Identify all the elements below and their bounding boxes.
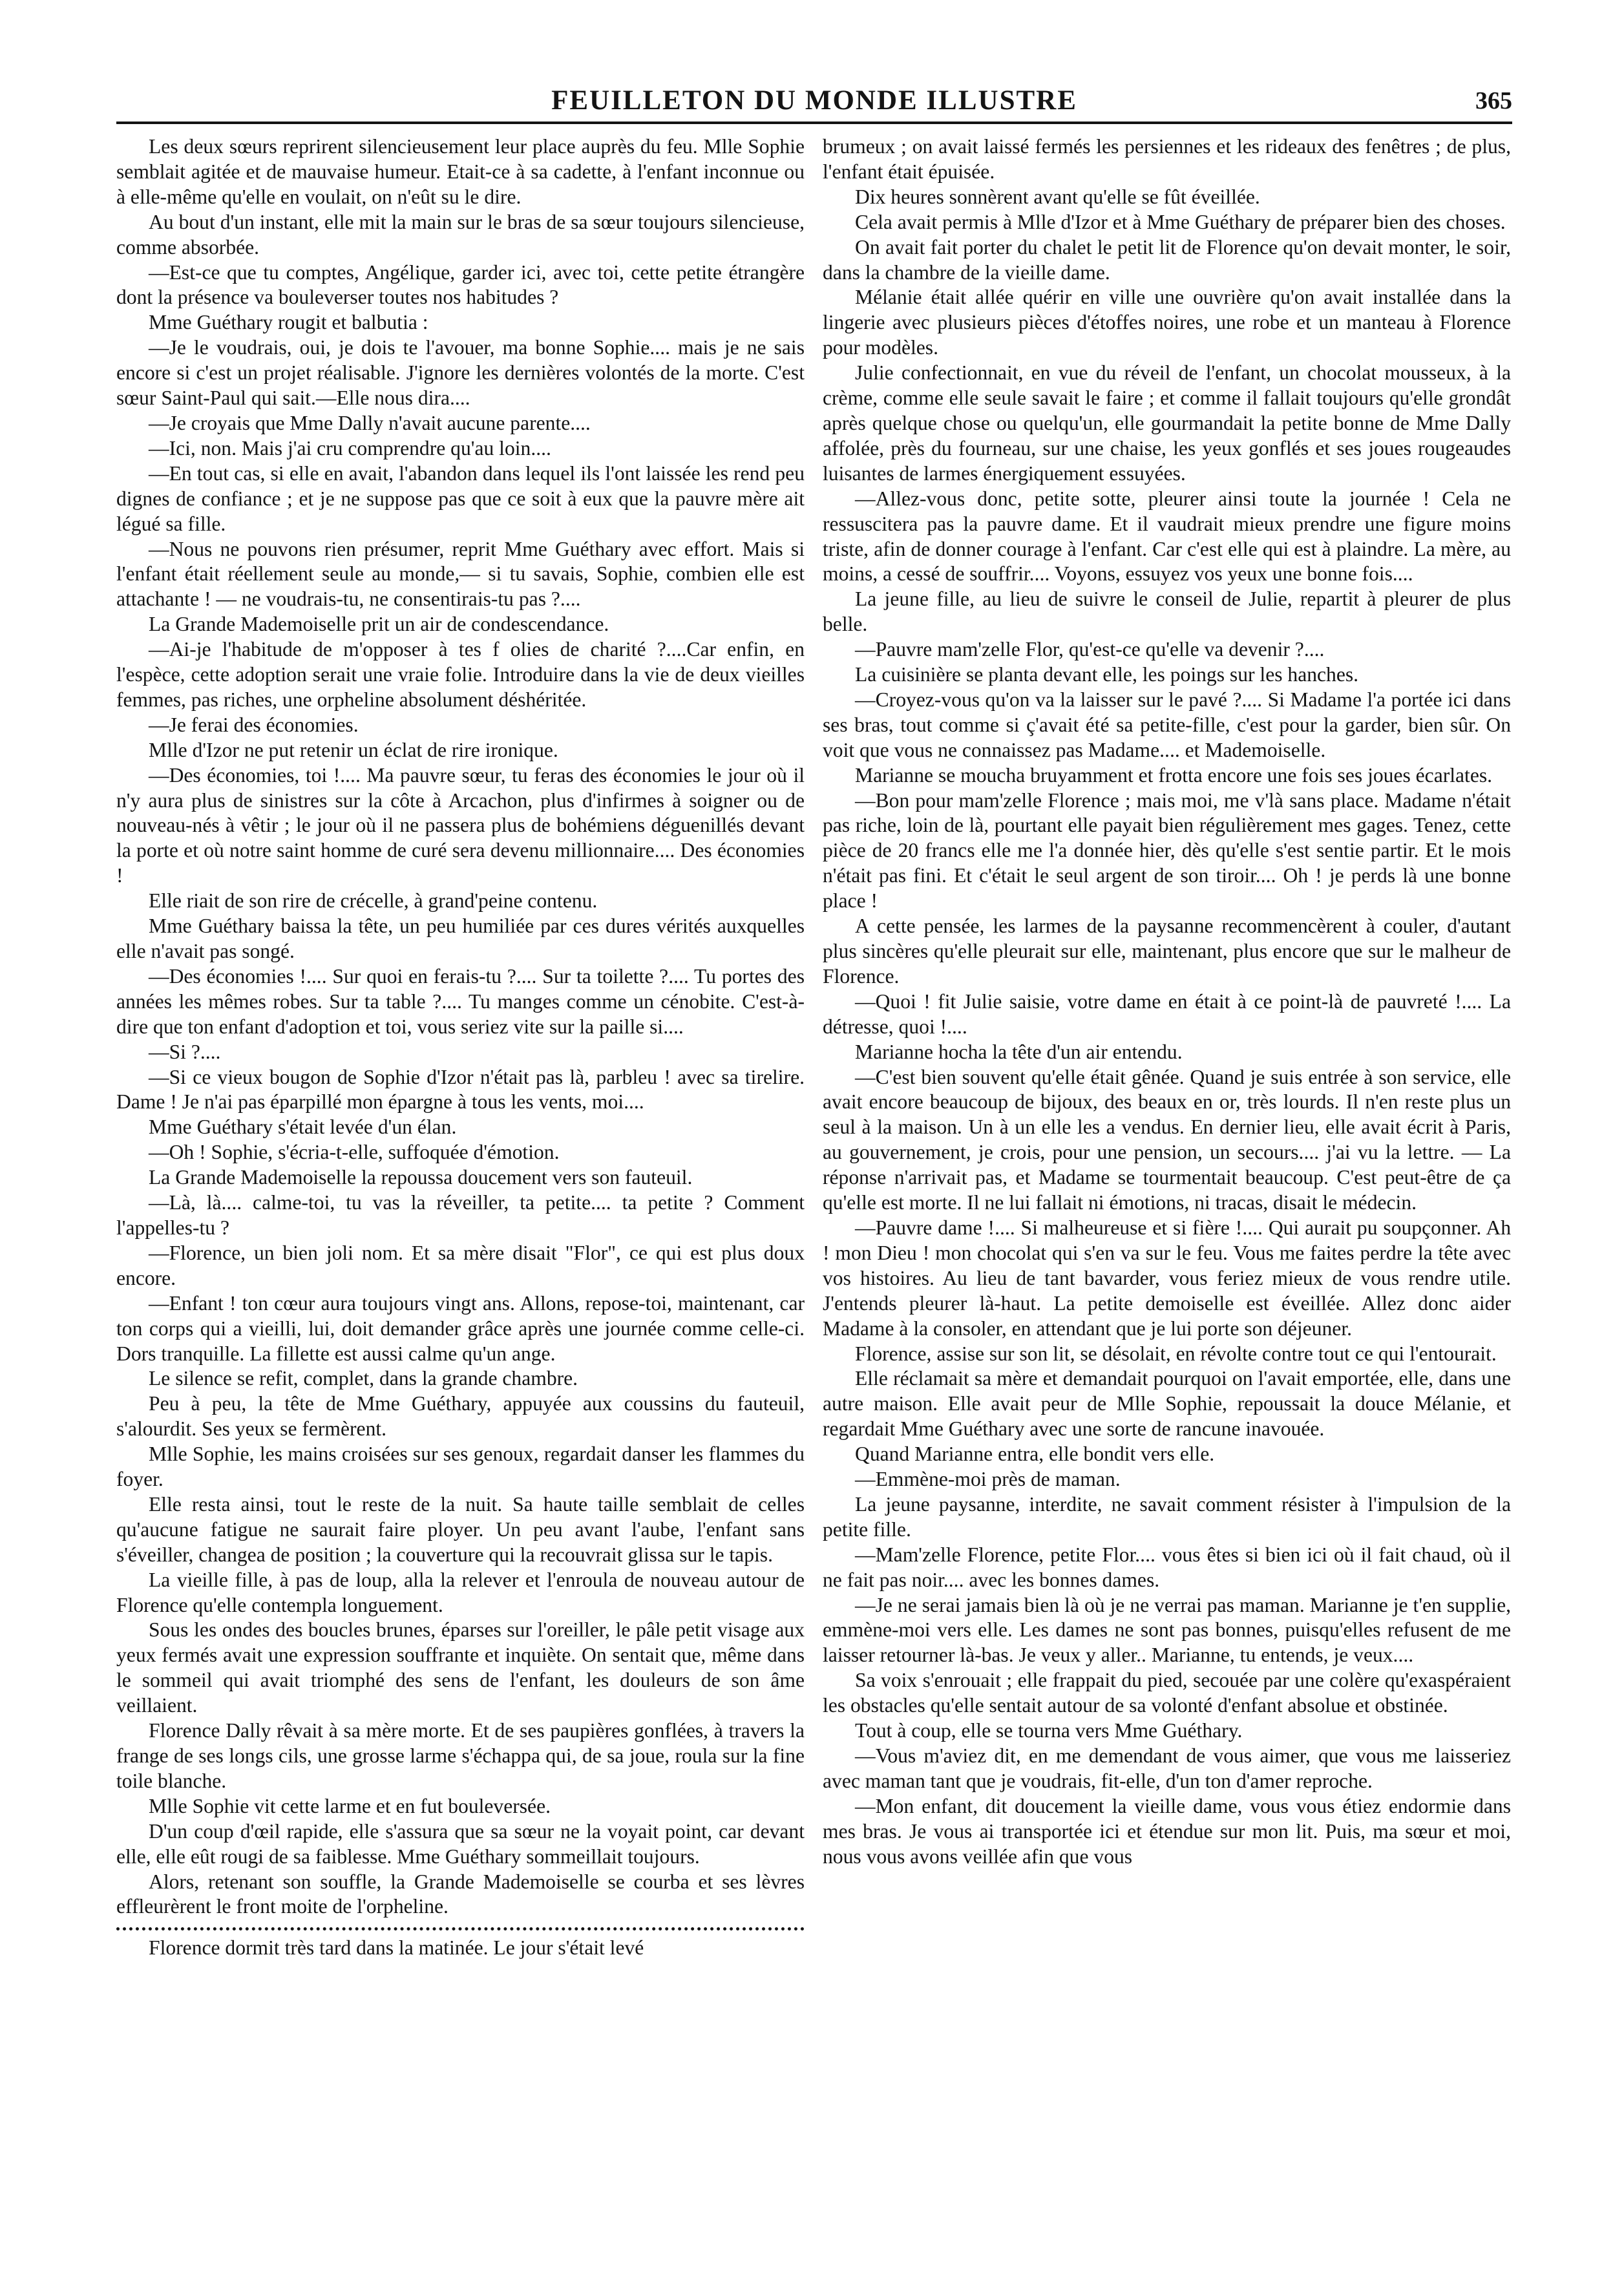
paragraph: Marianne se moucha bruyamment et frotta encore une fois ses joues écarlates. [855, 763, 1493, 787]
paragraph: —Nous ne pouvons rien présumer, reprit Mme Guéthary avec effort. Mais si l'enfant était réellement seule au monde,— si tu savais, Sophie, combien elle est attachante ! — ne voudrais-tu, ne consentirais-tu pas ?.... [116, 537, 805, 611]
paragraph: La vieille fille, à pas de loup, alla la relever et l'enroula de nouveau autour de Florence qu'elle contempla longuement. [116, 1568, 805, 1616]
left-column-text-after-break [116, 1936, 805, 1961]
paragraph: —En tout cas, si elle en avait, l'abandon dans lequel ils l'ont laissée les rend peu dignes de confiance ; et je ne suppose pas que ce soit à eux que la pauvre mère ait légué sa fille. [116, 461, 805, 535]
paragraph: Mlle d'Izor ne put retenir un éclat de rire ironique. [149, 738, 558, 761]
paragraph: —Je croyais que Mme Dally n'avait aucune parente.... [149, 411, 591, 434]
paragraph: On avait fait porter du chalet le petit lit de Florence qu'on devait monter, le soir, dans la chambre de la vieille dame. [823, 235, 1511, 284]
paragraph: —Mam'zelle Florence, petite Flor.... vous êtes si bien ici où il fait chaud, où il ne fait pas noir.... avec les bonnes dames. [823, 1543, 1511, 1591]
page-number: 365 [1475, 87, 1512, 114]
paragraph: Quand Marianne entra, elle bondit vers elle. [855, 1443, 1215, 1466]
paragraph: —Quoi ! fit Julie saisie, votre dame en était à ce point-là de pauvreté !.... La détresse, quoi !.... [823, 989, 1511, 1038]
paragraph: Julie confectionnait, en vue du réveil de l'enfant, un chocolat mousseux, à la crème, comme elle seule savait le faire ; et comme il fallait toujours qu'elle grondât après quelque chose ou quelqu'un, elle gourmandait la petite bonne de Mme Dally affolée, près du fourneau, sur une chaise, les yeux gonflés et ses joues rougeaudes luisantes de larmes énergiquement essuyées. [823, 361, 1511, 485]
paragraph: —Florence, un bien joli nom. Et sa mère disait "Flor", ce qui est plus doux encore. [116, 1241, 805, 1289]
paragraph: —Je ne serai jamais bien là où je ne verrai pas maman. Marianne je t'en supplie, emmène-moi vers elle. Les dames ne sont pas bonnes, puisqu'elles refusent de me laisser retourner là-bas. Je veux y aller.. Marianne, tu entends, je veux.... [823, 1593, 1511, 1667]
paragraph: —Là, là.... calme-toi, tu vas la réveiller, ta petite.... ta petite ? Comment l'appelles-tu ? [116, 1191, 805, 1239]
paragraph: Sa voix s'enrouait ; elle frappait du pied, secouée par une colère qu'exaspéraient les obstacles qu'elle sentait autour de sa volonté d'enfant absolue et obstinée. [823, 1669, 1511, 1717]
paragraph: Mélanie était allée quérir en ville une ouvrière qu'on avait installée dans la lingerie avec plusieurs pièces d'étoffes noires, une robe et un manteau à Florence pour modèles. [823, 286, 1511, 359]
paragraph: Au bout d'un instant, elle mit la main sur le bras de sa sœur toujours silencieuse, comme absorbée. [116, 210, 805, 259]
paragraph: —Emmène-moi près de maman. [855, 1468, 1121, 1491]
paragraph: Dix heures sonnèrent avant qu'elle se fût éveillée. [855, 185, 1260, 208]
paragraph: —Allez-vous donc, petite sotte, pleurer ainsi toute la journée ! Cela ne ressuscitera pas la pauvre dame. Et il vaudrait mieux prendre une figure moins triste, afin de donner courage à l'enfant. Car c'est elle qui est à plaindre. La mère, au moins, a cessé de souffrir.... Voyons, essuyez vos yeux une bonne fois.... [823, 487, 1511, 586]
paragraph: —Est-ce que tu comptes, Angélique, garder ici, avec toi, cette petite étrangère dont la présence va bouleverser toutes nos habitudes ? [116, 260, 805, 309]
paragraph: Le silence se refit, complet, dans la grande chambre. [149, 1367, 578, 1390]
paragraph: Tout à coup, elle se tourna vers Mme Guéthary. [855, 1719, 1243, 1742]
paragraph: Marianne hocha la tête d'un air entendu. [855, 1040, 1183, 1063]
paragraph: La Grande Mademoiselle prit un air de condescendance. [149, 613, 609, 636]
paragraph: —Ici, non. Mais j'ai cru comprendre qu'au loin.... [149, 436, 551, 460]
paragraph-continuation: brumeux ; on avait laissé fermés les persiennes et les rideaux des fenêtres ; de plus, l'enfant était épuisée. [823, 135, 1511, 183]
paragraph: Mlle Sophie, les mains croisées sur ses genoux, regardait danser les flammes du foyer. [116, 1443, 805, 1491]
paragraph: —Je ferai des économies. [149, 713, 359, 736]
paragraph: —Enfant ! ton cœur aura toujours vingt ans. Allons, repose-toi, maintenant, car ton corps qui a vieilli, lui, doit demander grâce après une journée comme celle-ci. Dors tranquille. La fillette est aussi calme qu'un ange. [116, 1291, 805, 1365]
page-header [116, 83, 1512, 119]
paragraph: —Bon pour mam'zelle Florence ; mais moi, me v'là sans place. Madame n'était pas riche, loin de là, pourtant elle payait bien régulièrement mes gages. Tenez, cette pièce de 20 francs elle me l'a donnée hier, dès qu'elle s'est sentie partir. Et le mois n'était pas fini. Et c'était le seul argent de son tiroir.... Oh ! je perds là une bonne place ! [823, 788, 1511, 913]
paragraph: Mme Guéthary s'était levée d'un élan. [149, 1116, 457, 1139]
left-column-text [116, 134, 805, 1920]
paragraph: —Pauvre mam'zelle Flor, qu'est-ce qu'elle va devenir ?.... [855, 638, 1325, 661]
right-column [823, 134, 1511, 2177]
paragraph: Mlle Sophie vit cette larme et en fut bouleversée. [149, 1794, 551, 1817]
paragraph: —Des économies !.... Sur quoi en ferais-tu ?.... Sur ta toilette ?.... Tu portes des années les mêmes robes. Sur ta table ?.... Tu manges comme un cénobite. C'est-à-dire que ton enfant d'adoption et toi, vous seriez vite sur la paille si.... [116, 964, 805, 1038]
paragraph: —Oh ! Sophie, s'écria-t-elle, suffoquée d'émotion. [149, 1141, 560, 1164]
paragraph: Mme Guéthary rougit et balbutia : [149, 311, 428, 334]
paragraph: La jeune fille, au lieu de suivre le conseil de Julie, repartit à pleurer de plus belle. [823, 587, 1511, 636]
paragraph: Elle resta ainsi, tout le reste de la nuit. Sa haute taille semblait de celles qu'aucune fatigue ne saurait faire ployer. Un peu avant l'aube, l'enfant sans s'éveiller, changea de position ; la couverture qui la recouvrait glissa sur le tapis. [116, 1492, 805, 1566]
paragraph: —Mon enfant, dit doucement la vieille dame, vous vous étiez endormie dans mes bras. Je vous ai transportée ici et étendue sur mon lit. Puis, ma sœur et moi, nous vous avons veillée afin que vous [823, 1794, 1511, 1868]
paragraph: Alors, retenant son souffle, la Grande Mademoiselle se courba et ses lèvres effleurèrent le front moite de l'orpheline. [116, 1870, 805, 1918]
paragraph: Florence Dally rêvait à sa mère morte. Et de ses paupières gonflées, à travers la frange de ses longs cils, une grosse larme s'échappa qui, de sa joue, roula sur la fine toile blanche. [116, 1719, 805, 1792]
paragraph: La jeune paysanne, interdite, ne savait comment résister à l'impulsion de la petite fille. [823, 1492, 1511, 1541]
right-column-text [823, 185, 1511, 1870]
left-column [116, 134, 805, 2177]
paragraph: Peu à peu, la tête de Mme Guéthary, appuyée aux coussins du fauteuil, s'alourdit. Ses yeux se fermèrent. [116, 1392, 805, 1441]
paragraph: Florence, assise sur son lit, se désolait, en révolte contre tout ce qui l'entourait. [855, 1342, 1497, 1365]
paragraph: Florence dormit très tard dans la matinée. Le jour s'était levé [149, 1936, 644, 1960]
feuilleton-title: FEUILLETON DU MONDE ILLUSTRE [551, 85, 1077, 116]
section-break-dots [116, 1927, 805, 1930]
paragraph: —Pauvre dame !.... Si malheureuse et si fière !.... Qui aurait pu soupçonner. Ah ! mon Dieu ! mon chocolat qui s'en va sur le feu. Vous me faites perdre la tête avec vos histoires. Au lieu de tant bavarder, vous feriez mieux de vous rendre utile. J'entends pleurer là-haut. La petite demoiselle est éveillée. Allez donc aider Madame à la consoler, en attendant que je lui porte son déjeuner. [823, 1216, 1511, 1340]
paragraph: —Croyez-vous qu'on va la laisser sur le pavé ?.... Si Madame l'a portée ici dans ses bras, tout comme si ç'avait été sa petite-fille, c'est pour la garder, bien sûr. On voit que vous ne connaissez pas Madame.... et Mademoiselle. [823, 688, 1511, 761]
paragraph: Elle réclamait sa mère et demandait pourquoi on l'avait emportée, elle, dans une autre maison. Elle avait peur de Mlle Sophie, repoussait la douce Mélanie, et regardait Mme Guéthary avec une sorte de rancune inavouée. [823, 1367, 1511, 1441]
paragraph: Sous les ondes des boucles brunes, éparses sur l'oreiller, le pâle petit visage aux yeux fermés avait une expression souffrante et inquiète. On sentait que, même dans le sommeil qui avait triomphé des sens de l'enfant, les douleurs de son âme veillaient. [116, 1618, 805, 1717]
paragraph: La Grande Mademoiselle la repoussa doucement vers son fauteuil. [149, 1166, 693, 1189]
paragraph: —Je le voudrais, oui, je dois te l'avouer, ma bonne Sophie.... mais je ne sais encore si c'est un projet réalisable. J'ignore les dernières volontés de la morte. C'est sœur Saint-Paul qui sait.—Elle nous dira.... [116, 336, 805, 410]
paragraph: —Vous m'aviez dit, en me demendant de vous aimer, que vous me laisseriez avec maman tant que je voudrais, fit-elle, d'un ton d'amer reproche. [823, 1744, 1511, 1792]
paragraph: D'un coup d'œil rapide, elle s'assura que sa sœur ne la voyait point, car devant elle, elle eût rougi de sa faiblesse. Mme Guéthary sommeillait toujours. [116, 1819, 805, 1868]
header-rule [116, 122, 1512, 124]
paragraph: —Des économies, toi !.... Ma pauvre sœur, tu feras des économies le jour où il n'y aura plus de sinistres sur la côte à Arcachon, plus d'infirmes à soigner ou de nouveau-nés à vêtir ; le jour où il ne passera plus de bohémiens déguenillés devant la porte et où notre saint homme de curé sera devenu millionnaire.... Des économies ! [116, 763, 805, 887]
paragraph: —Ai-je l'habitude de m'opposer à tes f olies de charité ?....Car enfin, en l'espèce, cette adoption serait une vraie folie. Introduire dans la vie de deux vieilles femmes, pas riches, une orpheline absolument déshéritée. [116, 638, 805, 711]
paragraph: Les deux sœurs reprirent silencieusement leur place auprès du feu. Mlle Sophie semblait agitée et de mauvaise humeur. Etait-ce à sa cadette, à l'enfant inconnue ou à elle-même qu'elle en voulait, on n'eût su le dire. [116, 135, 805, 208]
paragraph: —C'est bien souvent qu'elle était gênée. Quand je suis entrée à son service, elle avait encore beaucoup de bijoux, des beaux en or, très lourds. Il n'en reste plus un seul à la maison. Un à un elle les a vendus. En dernier lieu, elle avait écrit à Paris, au gouvernement, je crois, pour une pension, un secours.... j'ai vu la lettre. — La réponse n'arrivait pas, et Madame se tourmentait beaucoup. C'est peut-être de ça qu'elle est morte. Il ne lui fallait ni émotions, ni tracas, disait le médecin. [823, 1065, 1511, 1214]
paragraph: Cela avait permis à Mlle d'Izor et à Mme Guéthary de préparer bien des choses. [855, 210, 1506, 233]
paragraph: Mme Guéthary baissa la tête, un peu humiliée par ces dures vérités auxquelles elle n'avait pas songé. [116, 915, 805, 962]
paragraph: —Si ce vieux bougon de Sophie d'Izor n'était pas là, parbleu ! avec sa tirelire. Dame ! Je n'ai pas éparpillé mon épargne à tous les vents, moi.... [116, 1065, 805, 1114]
paragraph: La cuisinière se planta devant elle, les poings sur les hanches. [855, 663, 1359, 686]
paragraph: —Si ?.... [149, 1040, 221, 1063]
paragraph: A cette pensée, les larmes de la paysanne recommencèrent à couler, d'autant plus sincères qu'elle pleurait sur elle, maintenant, plus encore que sur le malheur de Florence. [823, 915, 1511, 988]
paragraph: Elle riait de son rire de crécelle, à grand'peine contenu. [149, 889, 598, 913]
